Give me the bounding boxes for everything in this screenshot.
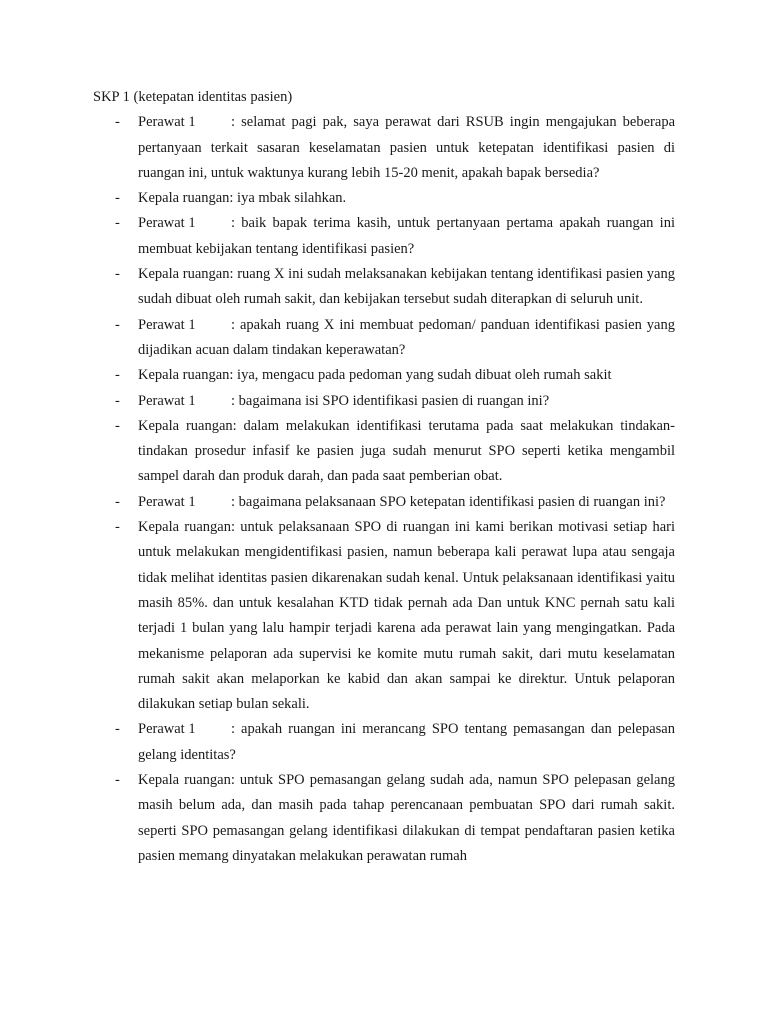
dialog-entry-text bbox=[138, 490, 675, 515]
dialog-text: Kepala ruangan: dalam melakukan identifikasi terutama pada saat melakukan tindakan-tindakan prosedur infasif ke pasien juga sudah menurut SPO seperti ketika mengambil sampel darah dan produk darah, dan pada saat pemberian obat. bbox=[138, 417, 675, 485]
dialog-entry-text bbox=[138, 717, 675, 768]
dash-bullet: - bbox=[115, 266, 120, 283]
dialog-entry bbox=[93, 717, 675, 768]
dialog-text: : apakah ruang X ini membuat pedoman/ panduan identifikasi pasien yang dijadikan acuan dalam tindakan keperawatan? bbox=[138, 316, 675, 358]
dash-bullet: - bbox=[115, 417, 120, 434]
dash-bullet: - bbox=[115, 114, 120, 131]
dialog-text: : selamat pagi pak, saya perawat dari RSUB ingin mengajukan beberapa pertanyaan terkait sasaran keselamatan pasien untuk ketepatan identifikasi pasien di ruangan ini, untuk waktunya kurang lebih 15-20 menit, apakah bapak bersedia? bbox=[138, 114, 675, 181]
dialog-entry bbox=[93, 768, 675, 869]
dash-bullet: - bbox=[115, 215, 120, 232]
dialog-text: : bagaimana pelaksanaan SPO ketepatan identifikasi pasien di ruangan ini? bbox=[231, 493, 666, 510]
dialog-entry-text bbox=[138, 363, 675, 388]
dash-bullet: - bbox=[115, 721, 120, 738]
dialog-text: Kepala ruangan: iya mbak silahkan. bbox=[138, 190, 347, 207]
dash-bullet: - bbox=[115, 392, 120, 409]
speaker-label: Perawat 1 bbox=[138, 114, 196, 131]
dash-bullet: - bbox=[115, 493, 120, 510]
dialog-text: Kepala ruangan: ruang X ini sudah melaksanakan kebijakan tentang identifikasi pasien yang sudah dibuat oleh rumah sakit, dan kebijakan tersebut sudah diterapkan di seluruh unit. bbox=[138, 266, 675, 308]
dialog-text: : apakah ruangan ini merancang SPO tentang pemasangan dan pelepasan gelang identitas? bbox=[138, 721, 675, 763]
speaker-label: Perawat 1 bbox=[138, 215, 196, 232]
dialog-entry-text bbox=[138, 414, 675, 490]
dialog-text: Kepala ruangan: untuk SPO pemasangan gelang sudah ada, namun SPO pelepasan gelang masih belum ada, dan masih pada tahap perencanaan pembuatan SPO dari rumah sakit. seperti SPO pemasangan gelang identifikasi dilakukan di tempat pendaftaran pasien ketika pasien memang dinyatakan melakukan perawatan rumah bbox=[138, 772, 675, 864]
dialog-entry bbox=[93, 313, 675, 364]
dialog-text: : bagaimana isi SPO identifikasi pasien di ruangan ini? bbox=[231, 392, 550, 409]
dialog-text: Kepala ruangan: untuk pelaksanaan SPO di ruangan ini kami berikan motivasi setiap hari untuk melakukan mengidentifikasi pasien, namun beberapa kali perawat lupa atau sengaja tidak melihat identitas pasien dikarenakan sudah kenal. Untuk pelaksanaan identifikasi yaitu masih 85%. dan untuk kesalahan KTD tidak pernah ada Dan untuk KNC pernah satu kali terjadi 1 bulan yang lalu hampir terjadi karena ada perawat lain yang mengingatkan. Pada mekanisme pelaporan ada supervisi ke komite mutu rumah sakit, dari mutu keselamatan rumah sakit akan melaporkan ke kabid dan akan sampai ke direktur. Untuk pelaporan dilakukan setiap bulan sekali. bbox=[138, 519, 675, 713]
dialog-entry-text bbox=[138, 110, 675, 186]
dialog-entry-text bbox=[138, 515, 675, 717]
dialog-text: Kepala ruangan: iya, mengacu pada pedoman yang sudah dibuat oleh rumah sakit bbox=[138, 367, 612, 384]
dialog-entry bbox=[93, 211, 675, 262]
dash-bullet: - bbox=[115, 190, 120, 207]
speaker-label: Perawat 1 bbox=[138, 392, 196, 409]
dash-bullet: - bbox=[115, 367, 120, 384]
dialog-entry-text bbox=[138, 313, 675, 364]
dialog-list bbox=[93, 110, 675, 869]
speaker-label: Perawat 1 bbox=[138, 493, 196, 510]
dialog-entry-text bbox=[138, 211, 675, 262]
dialog-entry-text bbox=[138, 186, 675, 211]
dialog-entry bbox=[93, 186, 675, 211]
document-body bbox=[93, 85, 675, 869]
dash-bullet: - bbox=[115, 316, 120, 333]
speaker-label: Perawat 1 bbox=[138, 316, 196, 333]
dialog-entry-text bbox=[138, 389, 675, 414]
dialog-entry bbox=[93, 262, 675, 313]
dialog-entry-text bbox=[138, 768, 675, 869]
dialog-entry bbox=[93, 110, 675, 186]
dialog-entry-text bbox=[138, 262, 675, 313]
dialog-entry bbox=[93, 389, 675, 414]
document-title: SKP 1 (ketepatan identitas pasien) bbox=[93, 89, 293, 105]
dash-bullet: - bbox=[115, 772, 120, 789]
dialog-entry bbox=[93, 414, 675, 490]
dash-bullet: - bbox=[115, 519, 120, 536]
speaker-label: Perawat 1 bbox=[138, 721, 196, 738]
dialog-text: : baik bapak terima kasih, untuk pertanyaan pertama apakah ruangan ini membuat kebijakan tentang identifikasi pasien? bbox=[138, 215, 675, 257]
dialog-entry bbox=[93, 490, 675, 515]
dialog-entry bbox=[93, 515, 675, 717]
dialog-entry bbox=[93, 363, 675, 388]
